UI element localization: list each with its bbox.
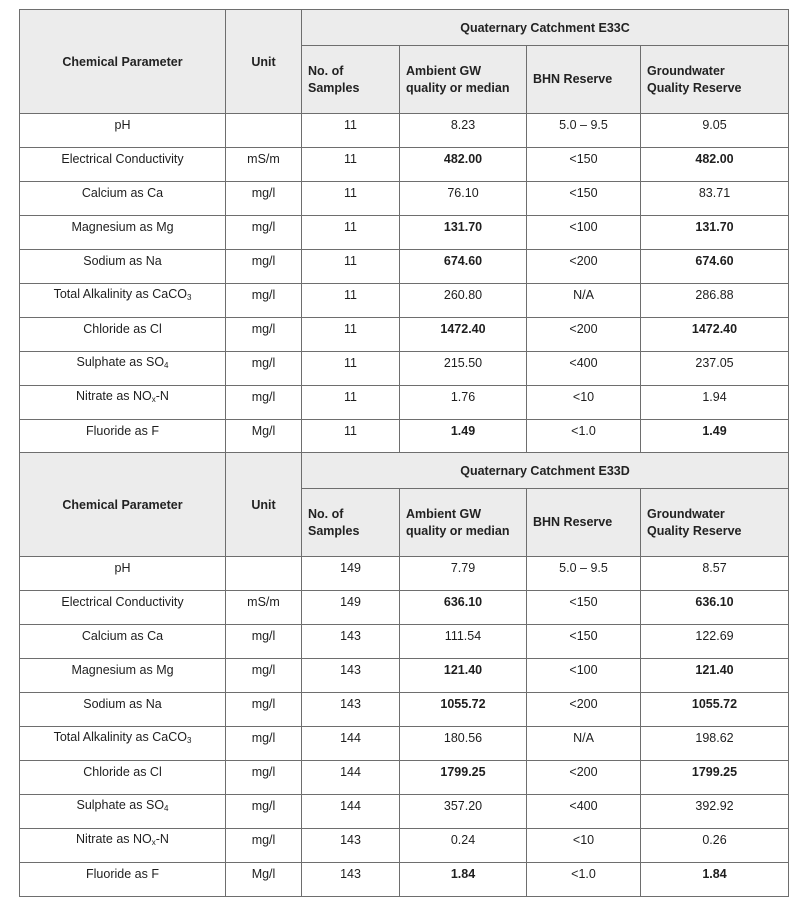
parameter-suffix: -N xyxy=(155,389,169,403)
header-unit: Unit xyxy=(226,453,302,557)
cell-gw-reserve: 636.10 xyxy=(641,591,789,625)
table-row xyxy=(20,114,789,148)
cell-unit: mg/l xyxy=(226,727,302,761)
cell-unit: mg/l xyxy=(226,693,302,727)
cell-gw-reserve: 121.40 xyxy=(641,659,789,693)
cell-unit: mS/m xyxy=(226,148,302,182)
parameter-name: Fluoride as F xyxy=(86,423,159,438)
header-no-of-samples: No. of Samples xyxy=(302,489,400,557)
cell-unit: mg/l xyxy=(226,284,302,318)
parameter-name: Fluoride as F xyxy=(86,866,159,881)
table-row xyxy=(20,591,789,625)
table-row xyxy=(20,659,789,693)
cell-unit: mg/l xyxy=(226,318,302,352)
header-no-of-samples: No. of Samples xyxy=(302,46,400,114)
cell-unit: Mg/l xyxy=(226,863,302,897)
table-row xyxy=(20,795,789,829)
cell-bhn-reserve: <10 xyxy=(527,829,641,863)
cell-samples: 144 xyxy=(302,727,400,761)
table-row xyxy=(20,318,789,352)
cell-bhn-reserve: <150 xyxy=(527,625,641,659)
cell-bhn-reserve: <200 xyxy=(527,693,641,727)
cell-unit: mg/l xyxy=(226,352,302,386)
parameter-name: Magnesium as Mg xyxy=(71,219,174,234)
catchment-title: Quaternary Catchment E33C xyxy=(302,10,789,46)
cell-gw-reserve: 1.49 xyxy=(641,420,789,454)
cell-gw-reserve: 1.84 xyxy=(641,863,789,897)
cell-samples: 143 xyxy=(302,829,400,863)
cell-unit: mg/l xyxy=(226,761,302,795)
table-row xyxy=(20,420,789,454)
cell-gw-reserve: 1.94 xyxy=(641,386,789,420)
cell-parameter xyxy=(20,182,226,216)
cell-bhn-reserve: <10 xyxy=(527,386,641,420)
cell-ambient: 76.10 xyxy=(400,182,527,216)
header-chemical-parameter: Chemical Parameter xyxy=(20,453,226,557)
header-groundwater-quality-reserve: Groundwater Quality Reserve xyxy=(641,489,789,557)
parameter-subscript: x xyxy=(151,838,156,847)
cell-gw-reserve: 122.69 xyxy=(641,625,789,659)
parameter-name: pH xyxy=(114,117,131,132)
cell-parameter xyxy=(20,114,226,148)
cell-unit xyxy=(226,114,302,148)
table-row xyxy=(20,352,789,386)
cell-samples: 11 xyxy=(302,352,400,386)
cell-samples: 143 xyxy=(302,659,400,693)
cell-gw-reserve: 131.70 xyxy=(641,216,789,250)
cell-gw-reserve: 1799.25 xyxy=(641,761,789,795)
cell-samples: 11 xyxy=(302,182,400,216)
table-row xyxy=(20,250,789,284)
parameter-name: Total Alkalinity as CaCO xyxy=(53,287,187,301)
cell-samples: 149 xyxy=(302,557,400,591)
parameter-name: Sulphate as SO xyxy=(76,798,165,812)
parameter-name: Nitrate as NO xyxy=(76,832,152,846)
cell-parameter xyxy=(20,863,226,897)
header-chemical-parameter: Chemical Parameter xyxy=(20,10,226,114)
cell-parameter xyxy=(20,318,226,352)
cell-gw-reserve: 482.00 xyxy=(641,148,789,182)
cell-parameter xyxy=(20,829,226,863)
parameter-name: Chloride as Cl xyxy=(83,764,162,779)
cell-gw-reserve: 674.60 xyxy=(641,250,789,284)
cell-ambient: 1.49 xyxy=(400,420,527,454)
cell-parameter xyxy=(20,693,226,727)
cell-gw-reserve: 1472.40 xyxy=(641,318,789,352)
cell-samples: 149 xyxy=(302,591,400,625)
cell-gw-reserve: 198.62 xyxy=(641,727,789,761)
cell-bhn-reserve: <400 xyxy=(527,352,641,386)
parameter-name: Electrical Conductivity xyxy=(61,151,184,166)
cell-ambient: 8.23 xyxy=(400,114,527,148)
parameter-name: pH xyxy=(114,560,131,575)
cell-bhn-reserve: <1.0 xyxy=(527,863,641,897)
cell-parameter xyxy=(20,216,226,250)
water-quality-table-e33c xyxy=(19,9,789,454)
parameter-subscript: 4 xyxy=(164,804,169,813)
cell-bhn-reserve: <100 xyxy=(527,659,641,693)
table-row xyxy=(20,727,789,761)
table-row xyxy=(20,216,789,250)
table-row xyxy=(20,863,789,897)
cell-ambient: 180.56 xyxy=(400,727,527,761)
cell-parameter xyxy=(20,148,226,182)
cell-ambient: 1055.72 xyxy=(400,693,527,727)
cell-unit: mg/l xyxy=(226,386,302,420)
cell-ambient: 0.24 xyxy=(400,829,527,863)
cell-parameter xyxy=(20,591,226,625)
cell-bhn-reserve: <100 xyxy=(527,216,641,250)
cell-bhn-reserve: 5.0 – 9.5 xyxy=(527,114,641,148)
table-row xyxy=(20,557,789,591)
cell-ambient: 215.50 xyxy=(400,352,527,386)
cell-ambient: 1472.40 xyxy=(400,318,527,352)
parameter-name: Electrical Conductivity xyxy=(61,594,184,609)
table-row xyxy=(20,761,789,795)
cell-bhn-reserve: <150 xyxy=(527,148,641,182)
cell-ambient: 111.54 xyxy=(400,625,527,659)
cell-parameter xyxy=(20,420,226,454)
header-ambient-gw-quality: Ambient GW quality or median xyxy=(400,489,527,557)
cell-parameter xyxy=(20,795,226,829)
cell-bhn-reserve: <200 xyxy=(527,318,641,352)
parameter-suffix: -N xyxy=(155,832,169,846)
cell-samples: 11 xyxy=(302,216,400,250)
cell-bhn-reserve: N/A xyxy=(527,284,641,318)
cell-bhn-reserve: <200 xyxy=(527,761,641,795)
cell-bhn-reserve: <200 xyxy=(527,250,641,284)
table-row xyxy=(20,625,789,659)
cell-samples: 11 xyxy=(302,284,400,318)
cell-samples: 11 xyxy=(302,148,400,182)
cell-ambient: 131.70 xyxy=(400,216,527,250)
cell-parameter xyxy=(20,352,226,386)
cell-samples: 143 xyxy=(302,625,400,659)
water-quality-table-e33d xyxy=(19,452,789,897)
cell-gw-reserve: 1055.72 xyxy=(641,693,789,727)
cell-ambient: 7.79 xyxy=(400,557,527,591)
cell-bhn-reserve: <150 xyxy=(527,182,641,216)
cell-parameter xyxy=(20,284,226,318)
cell-unit xyxy=(226,557,302,591)
cell-parameter xyxy=(20,727,226,761)
cell-bhn-reserve: <150 xyxy=(527,591,641,625)
parameter-name: Calcium as Ca xyxy=(81,628,164,643)
cell-unit: mg/l xyxy=(226,829,302,863)
cell-ambient: 121.40 xyxy=(400,659,527,693)
cell-unit: mg/l xyxy=(226,216,302,250)
cell-gw-reserve: 0.26 xyxy=(641,829,789,863)
cell-unit: mg/l xyxy=(226,795,302,829)
cell-parameter xyxy=(20,659,226,693)
table-row xyxy=(20,148,789,182)
header-ambient-gw-quality: Ambient GW quality or median xyxy=(400,46,527,114)
cell-samples: 11 xyxy=(302,318,400,352)
cell-bhn-reserve: N/A xyxy=(527,727,641,761)
table-row xyxy=(20,182,789,216)
catchment-title: Quaternary Catchment E33D xyxy=(302,453,789,489)
cell-parameter xyxy=(20,625,226,659)
header-unit: Unit xyxy=(226,10,302,114)
cell-samples: 143 xyxy=(302,863,400,897)
parameter-name: Total Alkalinity as CaCO xyxy=(53,730,187,744)
cell-samples: 144 xyxy=(302,761,400,795)
cell-unit: mg/l xyxy=(226,182,302,216)
cell-gw-reserve: 392.92 xyxy=(641,795,789,829)
header-bhn-reserve: BHN Reserve xyxy=(527,46,641,114)
cell-samples: 11 xyxy=(302,386,400,420)
table-row xyxy=(20,386,789,420)
cell-samples: 11 xyxy=(302,250,400,284)
cell-samples: 11 xyxy=(302,114,400,148)
cell-ambient: 1.84 xyxy=(400,863,527,897)
cell-gw-reserve: 286.88 xyxy=(641,284,789,318)
parameter-name: Sodium as Na xyxy=(83,253,162,268)
cell-bhn-reserve: <400 xyxy=(527,795,641,829)
cell-unit: mg/l xyxy=(226,659,302,693)
cell-ambient: 674.60 xyxy=(400,250,527,284)
cell-ambient: 357.20 xyxy=(400,795,527,829)
parameter-name: Sodium as Na xyxy=(83,696,162,711)
cell-ambient: 482.00 xyxy=(400,148,527,182)
parameter-subscript: 4 xyxy=(164,361,169,370)
table-row xyxy=(20,829,789,863)
cell-unit: mg/l xyxy=(226,250,302,284)
cell-bhn-reserve: 5.0 – 9.5 xyxy=(527,557,641,591)
cell-unit: Mg/l xyxy=(226,420,302,454)
parameter-name: Chloride as Cl xyxy=(83,321,162,336)
parameter-name: Calcium as Ca xyxy=(81,185,164,200)
cell-unit: mS/m xyxy=(226,591,302,625)
header-bhn-reserve: BHN Reserve xyxy=(527,489,641,557)
cell-samples: 11 xyxy=(302,420,400,454)
cell-bhn-reserve: <1.0 xyxy=(527,420,641,454)
parameter-name: Nitrate as NO xyxy=(76,389,152,403)
cell-ambient: 1.76 xyxy=(400,386,527,420)
parameter-subscript: 3 xyxy=(186,736,192,745)
parameter-subscript: x xyxy=(151,395,156,404)
cell-unit: mg/l xyxy=(226,625,302,659)
cell-gw-reserve: 237.05 xyxy=(641,352,789,386)
cell-ambient: 1799.25 xyxy=(400,761,527,795)
cell-ambient: 260.80 xyxy=(400,284,527,318)
cell-parameter xyxy=(20,386,226,420)
cell-parameter xyxy=(20,250,226,284)
cell-parameter xyxy=(20,557,226,591)
cell-samples: 144 xyxy=(302,795,400,829)
parameter-subscript: 3 xyxy=(186,293,192,302)
cell-ambient: 636.10 xyxy=(400,591,527,625)
cell-samples: 143 xyxy=(302,693,400,727)
parameter-name: Sulphate as SO xyxy=(76,355,165,369)
cell-gw-reserve: 83.71 xyxy=(641,182,789,216)
table-row xyxy=(20,284,789,318)
header-groundwater-quality-reserve: Groundwater Quality Reserve xyxy=(641,46,789,114)
table-row xyxy=(20,693,789,727)
cell-parameter xyxy=(20,761,226,795)
cell-gw-reserve: 8.57 xyxy=(641,557,789,591)
parameter-name: Magnesium as Mg xyxy=(71,662,174,677)
cell-gw-reserve: 9.05 xyxy=(641,114,789,148)
